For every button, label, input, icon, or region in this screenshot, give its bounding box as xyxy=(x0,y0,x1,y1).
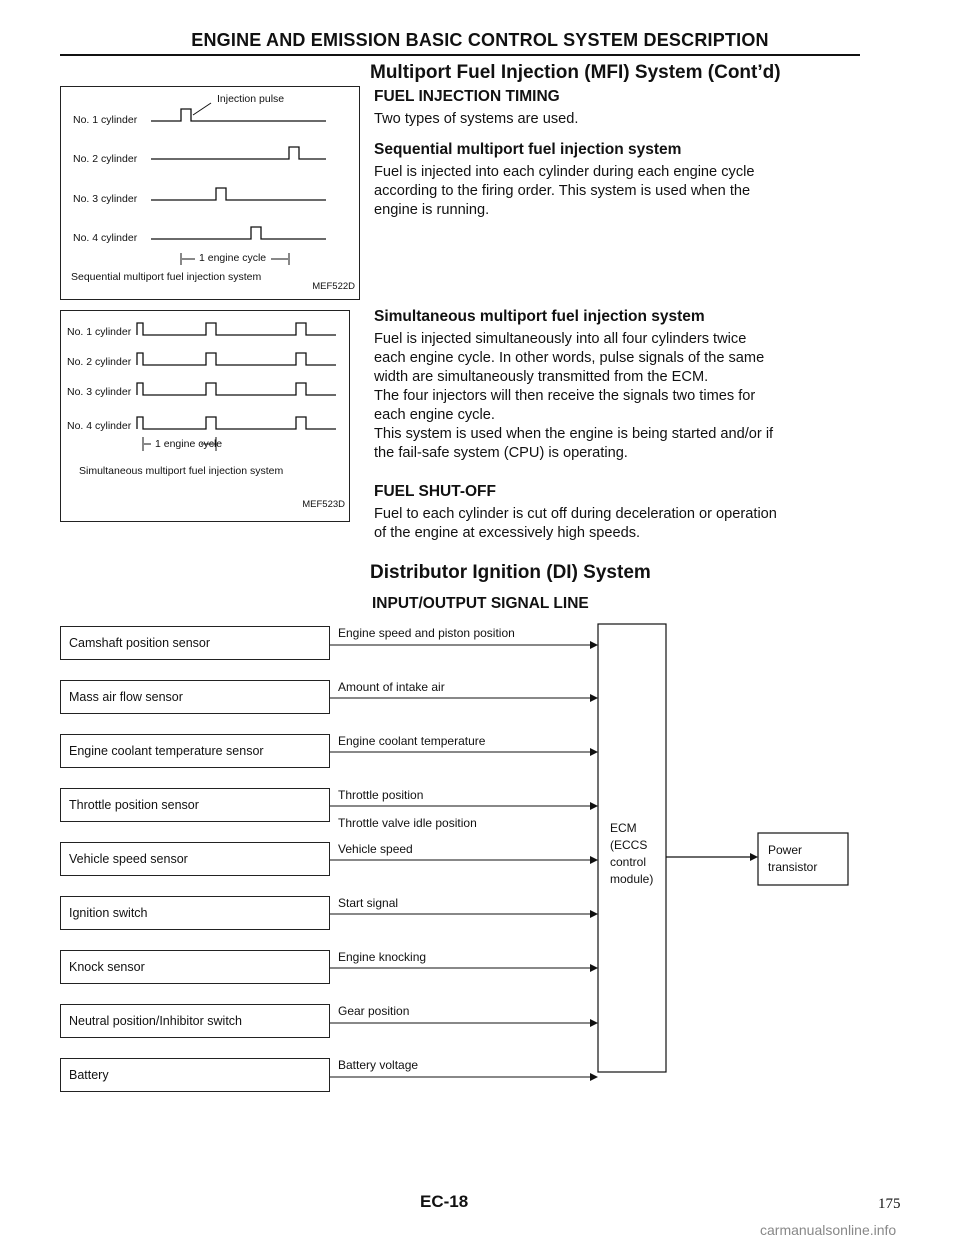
simultaneous-line: width are simultaneously transmitted from the ECM. xyxy=(374,369,709,385)
fig1-cycle-label: 1 engine cycle xyxy=(199,252,267,264)
fig2-cyl3-label: No. 3 cylinder xyxy=(67,386,132,398)
shutoff-line: Fuel to each cylinder is cut off during deceleration or operation xyxy=(374,506,777,522)
signal-label: Vehicle speed xyxy=(338,842,413,856)
signal-line-battery xyxy=(330,1073,598,1081)
simultaneous-heading: Simultaneous multiport fuel injection system xyxy=(374,308,705,325)
signal-label: Amount of intake air xyxy=(338,680,445,694)
sequential-body xyxy=(374,163,864,220)
sensor-box-camshaft: Camshaft position sensor xyxy=(60,626,330,660)
pulse-pointer-line xyxy=(193,103,211,115)
output-arrowhead xyxy=(750,853,758,861)
cyl4-sim-waveform xyxy=(137,417,336,429)
ecm-label-line: ECM xyxy=(610,821,637,835)
page-number: 175 xyxy=(878,1196,901,1212)
ecm-label xyxy=(610,820,653,888)
timing-intro: Two types of systems are used. xyxy=(374,111,579,127)
sequential-line: engine is running. xyxy=(374,202,490,218)
fig2-cycle-label: 1 engine cycle xyxy=(155,438,223,450)
signal-label: Engine coolant temperature xyxy=(338,734,486,748)
fig1-cyl1-label: No. 1 cylinder xyxy=(73,114,138,126)
power-transistor-line: Power xyxy=(768,843,803,857)
cyl2-sim-waveform xyxy=(137,353,336,365)
ecm-label-line: (ECCS xyxy=(610,838,648,852)
injection-pulse-label: Injection pulse xyxy=(217,93,285,105)
watermark: carmanualsonline.info xyxy=(760,1222,897,1238)
signal-label: Engine knocking xyxy=(338,950,427,964)
power-transistor-label xyxy=(768,842,817,876)
signal-label: Throttle valve idle position xyxy=(338,816,477,830)
timing-heading: FUEL INJECTION TIMING xyxy=(374,88,560,105)
shutoff-line: of the engine at excessively high speeds. xyxy=(374,525,641,541)
sensor-box-coolant: Engine coolant temperature sensor xyxy=(60,734,330,768)
cyl4-waveform xyxy=(151,227,326,239)
cyl2-waveform xyxy=(151,147,326,159)
sensor-box-knock: Knock sensor xyxy=(60,950,330,984)
sensor-box-neutral: Neutral position/Inhibitor switch xyxy=(60,1004,330,1038)
signal-line-maf xyxy=(330,694,598,702)
fig1-cyl3-label: No. 3 cylinder xyxy=(73,193,138,205)
signal-label: Battery voltage xyxy=(338,1058,419,1072)
simultaneous-line: Fuel is injected simultaneously into all four cylinders twice xyxy=(374,331,747,347)
simultaneous-line: the fail-safe system (CPU) is operating. xyxy=(374,445,628,461)
cyl1-sim-waveform xyxy=(137,323,336,335)
fig1-code: MEF522D xyxy=(312,281,355,292)
sensor-box-throttle: Throttle position sensor xyxy=(60,788,330,822)
fig1-caption: Sequential multiport fuel injection system xyxy=(71,271,262,283)
sequential-line: according to the firing order. This system is used when the xyxy=(374,183,751,199)
signal-line-coolant xyxy=(330,748,598,756)
power-transistor-line: transistor xyxy=(768,860,818,874)
simultaneous-body xyxy=(374,330,864,463)
simultaneous-line: The four injectors will then receive the signals two times for xyxy=(374,388,756,404)
page-code: EC-18 xyxy=(420,1192,469,1211)
header-rule xyxy=(60,54,860,56)
signal-label: Engine speed and piston position xyxy=(338,626,515,640)
simultaneous-line: each engine cycle. xyxy=(374,407,495,423)
signal-line-neutral xyxy=(330,1019,598,1027)
simultaneous-timing-diagram xyxy=(61,311,349,521)
figure-sequential-injection xyxy=(60,86,360,300)
signal-line-throttle xyxy=(330,802,598,810)
fig2-cyl2-label: No. 2 cylinder xyxy=(67,356,132,368)
cyl3-waveform xyxy=(151,188,326,200)
fig2-code: MEF523D xyxy=(302,499,345,510)
signal-label: Gear position xyxy=(338,1004,410,1018)
signal-line-knock xyxy=(330,964,598,972)
ecm-label-line: control xyxy=(610,855,647,869)
sensor-box-maf: Mass air flow sensor xyxy=(60,680,330,714)
shutoff-body xyxy=(374,505,864,543)
di-title: Distributor Ignition (DI) System xyxy=(370,562,651,583)
section-title: Multiport Fuel Injection (MFI) System (Cont’d) xyxy=(370,62,781,83)
signal-label: Throttle position xyxy=(338,788,424,802)
sequential-line: Fuel is injected into each cylinder during each engine cycle xyxy=(374,164,755,180)
sequential-heading: Sequential multiport fuel injection system xyxy=(374,141,682,158)
sensor-box-battery: Battery xyxy=(60,1058,330,1092)
page-header-title: ENGINE AND EMISSION BASIC CONTROL SYSTEM DESCRIPTION xyxy=(191,30,769,50)
di-subheading: INPUT/OUTPUT SIGNAL LINE xyxy=(372,595,589,612)
simultaneous-line: each engine cycle. In other words, pulse signals of the same xyxy=(374,350,765,366)
cyl1-waveform xyxy=(151,109,326,121)
fig2-cyl1-label: No. 1 cylinder xyxy=(67,326,132,338)
simultaneous-line: This system is used when the engine is being started and/or if xyxy=(374,426,774,442)
fig2-cyl4-label: No. 4 cylinder xyxy=(67,420,132,432)
signal-line-vehicle-speed xyxy=(330,856,598,864)
fig2-caption: Simultaneous multiport fuel injection system xyxy=(79,465,284,477)
signal-line-camshaft xyxy=(330,641,598,649)
fig1-cyl2-label: No. 2 cylinder xyxy=(73,153,138,165)
signal-label: Start signal xyxy=(338,896,399,910)
shutoff-heading: FUEL SHUT-OFF xyxy=(374,483,496,500)
sensor-box-ignition: Ignition switch xyxy=(60,896,330,930)
signal-line-ignition xyxy=(330,910,598,918)
cyl3-sim-waveform xyxy=(137,383,336,395)
figure-simultaneous-injection xyxy=(60,310,350,522)
sensor-box-vehicle-speed: Vehicle speed sensor xyxy=(60,842,330,876)
fig1-cyl4-label: No. 4 cylinder xyxy=(73,232,138,244)
ecm-label-line: module) xyxy=(610,872,654,886)
